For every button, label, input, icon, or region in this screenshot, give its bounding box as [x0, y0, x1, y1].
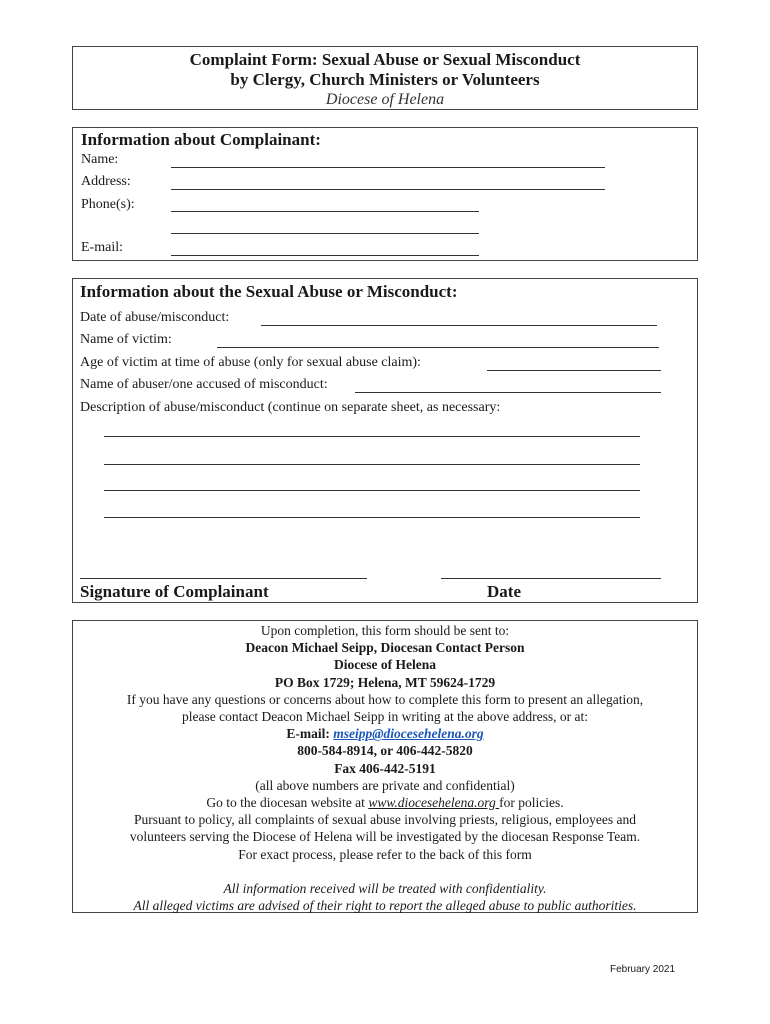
victim-age-label: Age of victim at time of abuse (only for sexual abuse claim):: [80, 355, 421, 370]
private-note: (all above numbers are private and confidential): [255, 777, 515, 793]
date-of-abuse-field[interactable]: [261, 325, 657, 326]
contact-phone: 800-584-8914, or 406-442-5820: [297, 743, 473, 759]
contact-section: [72, 620, 698, 913]
abuse-section: [72, 278, 698, 603]
contact-instruction: Upon completion, this form should be sent to:: [260, 623, 510, 638]
abuser-name-label: Name of abuser/one accused of misconduct:: [80, 377, 328, 392]
address-field[interactable]: [171, 189, 605, 190]
name-label: Name:: [81, 152, 119, 167]
phone-label: Phone(s):: [81, 197, 135, 212]
contact-questions-line2: please contact Deacon Michael Seipp in writing at the above address, or at:: [182, 709, 588, 725]
email-label: E-mail:: [81, 240, 123, 255]
address-label: Address:: [81, 174, 131, 189]
website-suffix: for policies.: [499, 795, 564, 811]
policy-line2: volunteers serving the Diocese of Helena will be investigated by the diocesan Response Team.: [129, 829, 641, 845]
description-line-2[interactable]: [104, 464, 640, 465]
website-row: [73, 794, 697, 811]
contact-address: PO Box 1729; Helena, MT 59624-1729: [274, 674, 496, 690]
victim-age-field[interactable]: [487, 370, 661, 371]
email-prefix: E-mail:: [286, 726, 334, 742]
contact-questions-line1: If you have any questions or concerns about how to complete this form to present an allegation,: [126, 691, 644, 707]
phone-field-2[interactable]: [171, 233, 479, 234]
victim-name-label: Name of victim:: [80, 332, 172, 347]
abuse-heading: Information about the Sexual Abuse or Misconduct:: [80, 282, 458, 301]
contact-organization: Diocese of Helena: [334, 657, 436, 673]
form-title-line1: Complaint Form: Sexual Abuse or Sexual Misconduct: [189, 50, 581, 69]
signature-date-field[interactable]: [441, 578, 661, 579]
description-line-1[interactable]: [104, 436, 640, 437]
policy-line3: For exact process, please refer to the back of this form: [238, 846, 532, 862]
contact-email-link[interactable]: mseipp@diocesehelena.org: [333, 726, 484, 742]
email-field[interactable]: [171, 255, 479, 256]
description-label: Description of abuse/misconduct (continue on separate sheet, as necessary:: [80, 400, 501, 415]
description-line-3[interactable]: [104, 490, 640, 491]
phone-field-1[interactable]: [171, 211, 479, 212]
signature-field[interactable]: [80, 578, 367, 579]
complainant-section: [72, 127, 698, 261]
website-link[interactable]: www.diocesehelena.org: [368, 795, 500, 811]
form-title-line2: by Clergy, Church Ministers or Volunteers: [230, 70, 540, 89]
confidential-line2: All alleged victims are advised of their right to report the alleged abuse to public authorities.: [133, 898, 637, 914]
victim-name-field[interactable]: [217, 347, 659, 348]
contact-person: Deacon Michael Seipp, Diocesan Contact Person: [245, 640, 525, 656]
name-field[interactable]: [171, 167, 605, 168]
confidential-line1: All information received will be treated with confidentiality.: [223, 880, 547, 896]
contact-fax: Fax 406-442-5191: [334, 760, 436, 776]
description-line-4[interactable]: [104, 517, 640, 518]
abuser-name-field[interactable]: [355, 392, 661, 393]
policy-line1: Pursuant to policy, all complaints of sexual abuse involving priests, religious, employees and: [134, 812, 636, 828]
website-prefix: Go to the diocesan website at: [206, 795, 369, 811]
complainant-heading: Information about Complainant:: [81, 130, 321, 149]
signature-label: Signature of Complainant: [80, 582, 269, 601]
date-of-abuse-label: Date of abuse/misconduct:: [80, 310, 230, 325]
signature-date-label: Date: [487, 582, 521, 601]
contact-email-row: [73, 725, 697, 742]
form-subtitle: Diocese of Helena: [325, 91, 445, 108]
form-title-box: [72, 46, 698, 110]
footer-date: February 2021: [610, 964, 676, 975]
